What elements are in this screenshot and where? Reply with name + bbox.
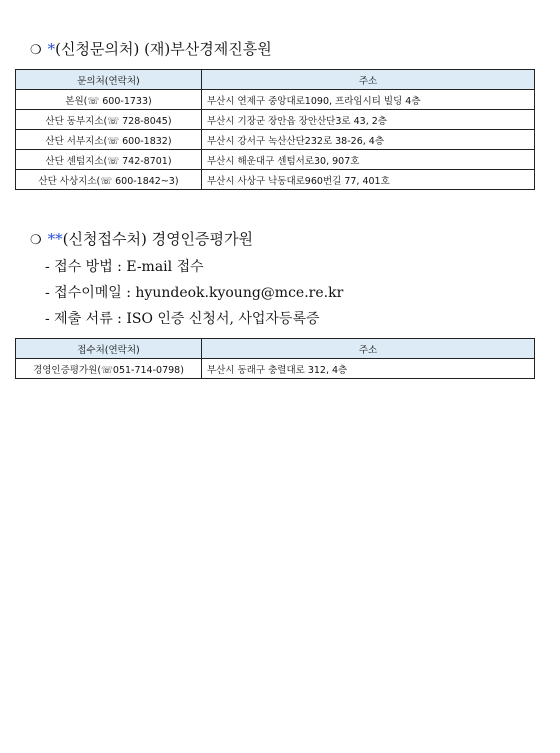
address-cell: 부산시 사상구 낙동대로960번길 77, 401호 — [202, 170, 535, 190]
circle-bullet-icon: ❍ — [30, 43, 42, 58]
contact-cell: 산단 동부지소(☏ 728-8045) — [16, 110, 202, 130]
table-header-row — [16, 339, 535, 359]
address-cell: 부산시 기장군 장안읍 장안산단3로 43, 2층 — [202, 110, 535, 130]
circle-bullet-icon: ❍ — [30, 233, 42, 248]
section1-title: (신청문의처) (재)부산경제진흥원 — [55, 40, 272, 58]
submission-email: - 접수이메일 : hyundeok.kyoung@mce.re.kr — [45, 285, 344, 301]
table-row — [16, 90, 535, 110]
reception-cell: 경영인증평가원(☏051-714-0798) — [16, 359, 202, 379]
header-reception: 접수처(연락처) — [16, 339, 202, 359]
table-row — [16, 170, 535, 190]
header-address: 주소 — [202, 70, 535, 90]
section2-title: (신청접수처) 경영인증평가원 — [62, 230, 254, 248]
asterisk-marker: * — [47, 40, 56, 58]
reception-table — [15, 338, 535, 379]
table-row — [16, 130, 535, 150]
header-contact: 문의처(연락처) — [16, 70, 202, 90]
section1-heading — [30, 38, 272, 59]
table-header-row — [16, 70, 535, 90]
address-cell: 부산시 동래구 충렬대로 312, 4층 — [202, 359, 535, 379]
contact-cell: 산단 서부지소(☏ 600-1832) — [16, 130, 202, 150]
double-asterisk-marker: ** — [47, 230, 63, 248]
table-row — [16, 359, 535, 379]
contact-cell: 산단 센텀지소(☏ 742-8701) — [16, 150, 202, 170]
contact-cell: 산단 사상지소(☏ 600-1842~3) — [16, 170, 202, 190]
header-address: 주소 — [202, 339, 535, 359]
table-row — [16, 110, 535, 130]
table-row — [16, 150, 535, 170]
address-cell: 부산시 연제구 중앙대로1090, 프라임시티 빌딩 4층 — [202, 90, 535, 110]
submission-method: - 접수 방법 : E-mail 접수 — [45, 259, 204, 275]
address-cell: 부산시 해운대구 센텀서로30, 907호 — [202, 150, 535, 170]
contact-cell: 본원(☏ 600-1733) — [16, 90, 202, 110]
contact-table — [15, 69, 535, 190]
address-cell: 부산시 강서구 녹산산단232로 38-26, 4층 — [202, 130, 535, 150]
submission-documents: - 제출 서류 : ISO 인증 신청서, 사업자등록증 — [45, 311, 320, 327]
section2-heading — [30, 228, 253, 249]
